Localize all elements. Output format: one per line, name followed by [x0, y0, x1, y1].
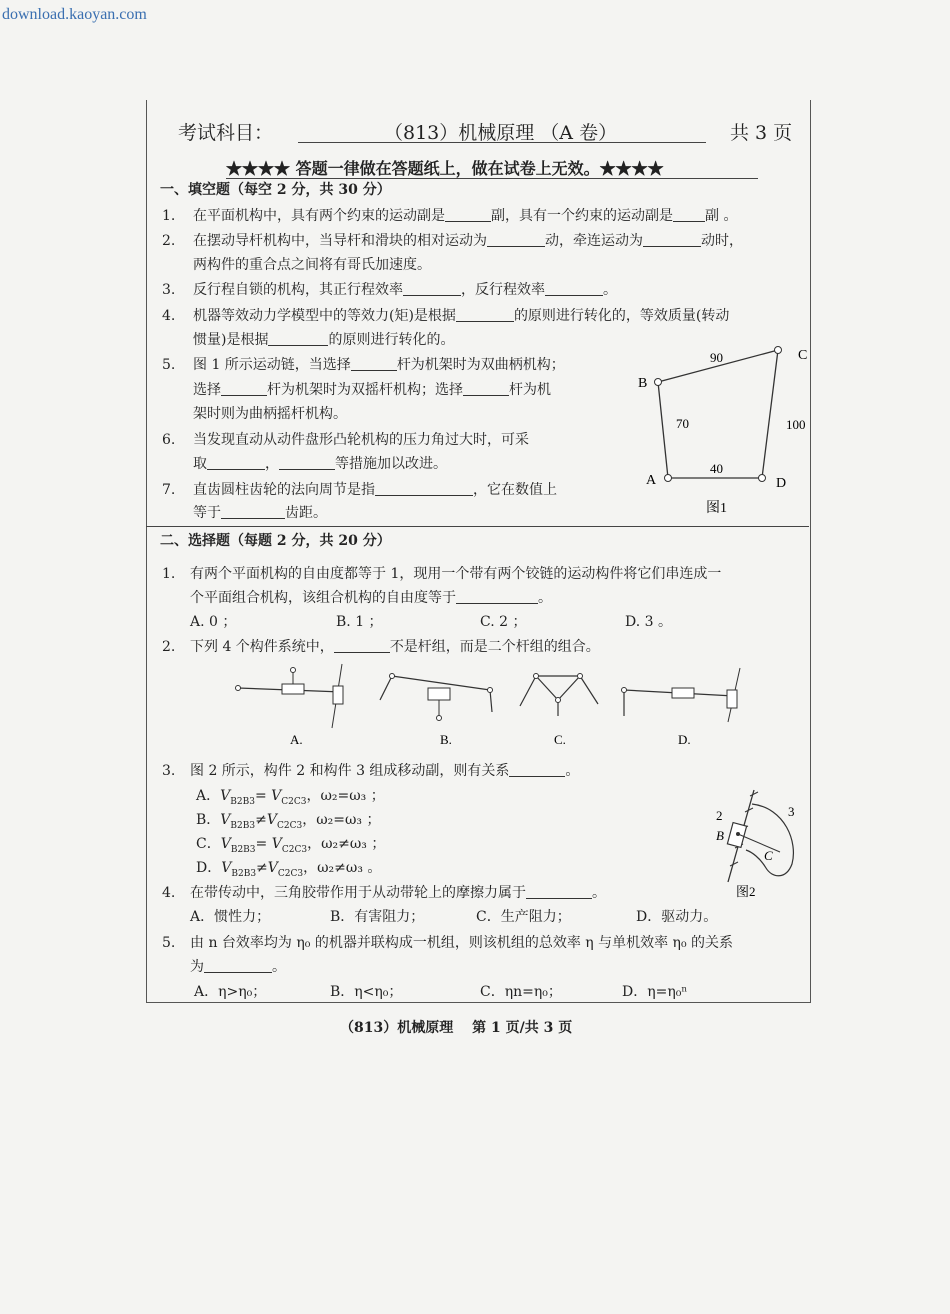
length-cd: 100: [786, 417, 806, 432]
joint-d: [759, 475, 766, 482]
s2-q3-option-c[interactable]: C．$V_{B2B3}= V_{C2C3}$，ω₂≠ω₃ ；: [196, 836, 386, 855]
q6-text-line2: 取 ， 等措施加以改进。: [193, 456, 447, 472]
s2-q4-option-b[interactable]: B．有害阻力；: [330, 909, 425, 925]
joint-a: [665, 475, 672, 482]
q2-text-line2: 两构件的重合点之间将有哥氏加速度。: [193, 257, 431, 273]
link-system-c: [520, 674, 598, 717]
answer-blank[interactable]: [456, 307, 514, 322]
answer-blank[interactable]: [487, 232, 545, 247]
s2-q4-option-a[interactable]: A．惯性力；: [190, 909, 271, 925]
figure1-caption: 图1: [706, 501, 727, 516]
s2-q1-text: 有两个平面机构的自由度都等于 1，现用一个带有两个铰链的运动构件将它们串连成一: [190, 566, 722, 582]
q6-text: 当发现直动从动件盘形凸轮机构的压力角过大时，可采: [193, 432, 529, 448]
point-c2-label: C: [764, 848, 773, 863]
linkage-bars: [658, 350, 778, 478]
q2-number: 2.: [162, 233, 176, 249]
subject-label: 考试科目：: [178, 122, 274, 144]
answer-notice: ★★★★ 答题一律做在答题纸上，做在试卷上无效。★★★★: [226, 159, 664, 178]
answer-blank[interactable]: [279, 455, 335, 470]
point-b-label: B: [638, 376, 648, 391]
answer-blank[interactable]: [463, 381, 509, 396]
q7-text: 直齿圆柱齿轮的法向周节是指 ，它在数值上: [193, 482, 557, 498]
joint-b: [655, 379, 662, 386]
q6-number: 6.: [162, 432, 176, 448]
s2-q2-text: 下列 4 个构件系统中， 不是杆组，而是二个杆组的组合。: [190, 639, 600, 655]
q4-number: 4.: [162, 308, 176, 324]
s2-q3-number: 3.: [162, 763, 176, 779]
q5-number: 5.: [162, 357, 176, 373]
section-divider: [146, 526, 809, 527]
point-a-label: A: [646, 473, 657, 488]
answer-blank[interactable]: [207, 455, 265, 470]
q1-text: 在平面机构中，具有两个约束的运动副是 副，具有一个约束的运动副是 副 。: [193, 208, 738, 224]
answer-blank[interactable]: [545, 281, 603, 296]
length-ab: 70: [676, 416, 689, 431]
s2-q4-option-d[interactable]: D．驱动力。: [636, 909, 718, 925]
subject-underline: [298, 142, 706, 143]
option-a-label[interactable]: A.: [290, 732, 303, 747]
s2-q3-option-d[interactable]: D．$V_{B2B3}\ne V_{C2C3}$，ω₂≠ω₃ 。: [196, 860, 382, 879]
answer-blank[interactable]: [375, 481, 473, 496]
answer-blank[interactable]: [351, 356, 397, 371]
answer-blank[interactable]: [403, 281, 461, 296]
s2-q2-number: 2.: [162, 639, 176, 655]
length-ad: 40: [710, 461, 723, 476]
option-d-label[interactable]: D.: [678, 732, 691, 747]
page-count: 共 3 页: [730, 122, 793, 144]
s2-q5-option-d[interactable]: D．η=η₀ⁿ: [622, 984, 688, 1000]
s2-q1-number: 1.: [162, 566, 176, 582]
s2-q5-text: 由 n 台效率均为 η₀ 的机器并联构成一机组，则该机组的总效率 η 与单机效率 η₀ 的关系: [190, 935, 734, 951]
q5-text: 图 1 所示运动链，当选择 杆为机架时为双曲柄机构；: [193, 357, 565, 373]
s2-q5-text-line2: 为 。: [190, 959, 286, 975]
answer-blank[interactable]: [268, 331, 328, 346]
link-system-b: [380, 674, 493, 721]
s2-q4-number: 4.: [162, 885, 176, 901]
answer-blank[interactable]: [643, 232, 701, 247]
page-footer: （813）机械原理 第 1 页/共 3 页: [340, 1020, 573, 1036]
point-b2-label: B: [716, 828, 724, 843]
answer-blank[interactable]: [334, 638, 390, 653]
option-c-label[interactable]: C.: [554, 732, 566, 747]
section1-title: 一、填空题（每空 2 分，共 30 分）: [160, 182, 391, 198]
link-systems-figure: [230, 660, 760, 755]
s2-q5-number: 5.: [162, 935, 176, 951]
s2-q1-option-c[interactable]: C. 2 ；: [480, 614, 527, 630]
q3-text: 反行程自锁的机构，其正行程效率 ，反行程效率 。: [193, 282, 617, 298]
s2-q1-option-b[interactable]: B. 1 ；: [336, 614, 383, 630]
length-bc: 90: [710, 350, 723, 365]
member2-label: 2: [716, 808, 723, 823]
figure2-prismatic-pair: [700, 782, 810, 902]
q5-text-line2: 选择 杆为机架时为双摇杆机构；选择 杆为机: [193, 382, 551, 398]
figure2-caption: 图2: [736, 884, 756, 899]
s2-q3-option-a[interactable]: A．$V_{B2B3}= V_{C2C3}$，ω₂=ω₃ ；: [196, 788, 385, 807]
answer-blank[interactable]: [526, 884, 592, 899]
s2-q1-text-line2: 个平面组合机构，该组合机构的自由度等于 。: [190, 590, 552, 606]
notice-underline: [226, 178, 758, 179]
link-system-d: [622, 668, 741, 722]
s2-q3-text: 图 2 所示，构件 2 和构件 3 组成移动副，则有关系 。: [190, 763, 580, 779]
member3-label: 3: [788, 804, 795, 819]
answer-blank[interactable]: [204, 958, 272, 973]
q4-text: 机器等效动力学模型中的等效力(矩)是根据 的原则进行转化的，等效质量(转动: [193, 308, 730, 324]
watermark-url[interactable]: download.kaoyan.com: [2, 6, 147, 23]
answer-blank[interactable]: [221, 504, 285, 519]
s2-q5-option-a[interactable]: A．η>η₀；: [194, 984, 267, 1000]
s2-q5-option-b[interactable]: B．η<η₀；: [330, 984, 403, 1000]
q7-text-line2: 等于 齿距。: [193, 505, 327, 521]
q5-text-line3: 架时则为曲柄摇杆机构。: [193, 406, 347, 422]
answer-blank[interactable]: [445, 207, 491, 222]
q1-number: 1.: [162, 208, 176, 224]
q2-text: 在摆动导杆机构中，当导杆和滑块的相对运动为 动，牵连运动为 动时，: [193, 233, 743, 249]
point-c-label: C: [798, 348, 808, 363]
answer-blank[interactable]: [673, 207, 705, 222]
q7-number: 7.: [162, 482, 176, 498]
s2-q3-option-b[interactable]: B．$V_{B2B3}\ne V_{C2C3}$，ω₂=ω₃ ；: [196, 812, 381, 831]
answer-blank[interactable]: [509, 762, 565, 777]
s2-q5-option-c[interactable]: C．ηn=η₀；: [480, 984, 562, 1000]
section2-title: 二、选择题（每题 2 分，共 20 分）: [160, 533, 391, 549]
figure1-four-bar-linkage: [630, 340, 810, 520]
point-d-label: D: [776, 476, 787, 491]
q3-number: 3.: [162, 282, 176, 298]
s2-q1-option-a[interactable]: A. 0 ；: [190, 614, 237, 630]
joint-c: [775, 347, 782, 354]
q4-text-line2: 惯量)是根据 的原则进行转化的。: [193, 332, 455, 348]
s2-q4-option-c[interactable]: C．生产阻力；: [476, 909, 571, 925]
answer-blank[interactable]: [221, 381, 267, 396]
option-b-label[interactable]: B.: [440, 732, 452, 747]
link-system-a: [236, 664, 344, 728]
s2-q1-option-d[interactable]: D. 3 。: [625, 614, 672, 630]
subject-title: （813）机械原理 （A 卷）: [384, 122, 618, 144]
s2-q4-text: 在带传动中，三角胶带作用于从动带轮上的摩擦力属于 。: [190, 885, 606, 901]
answer-blank[interactable]: [456, 589, 538, 604]
